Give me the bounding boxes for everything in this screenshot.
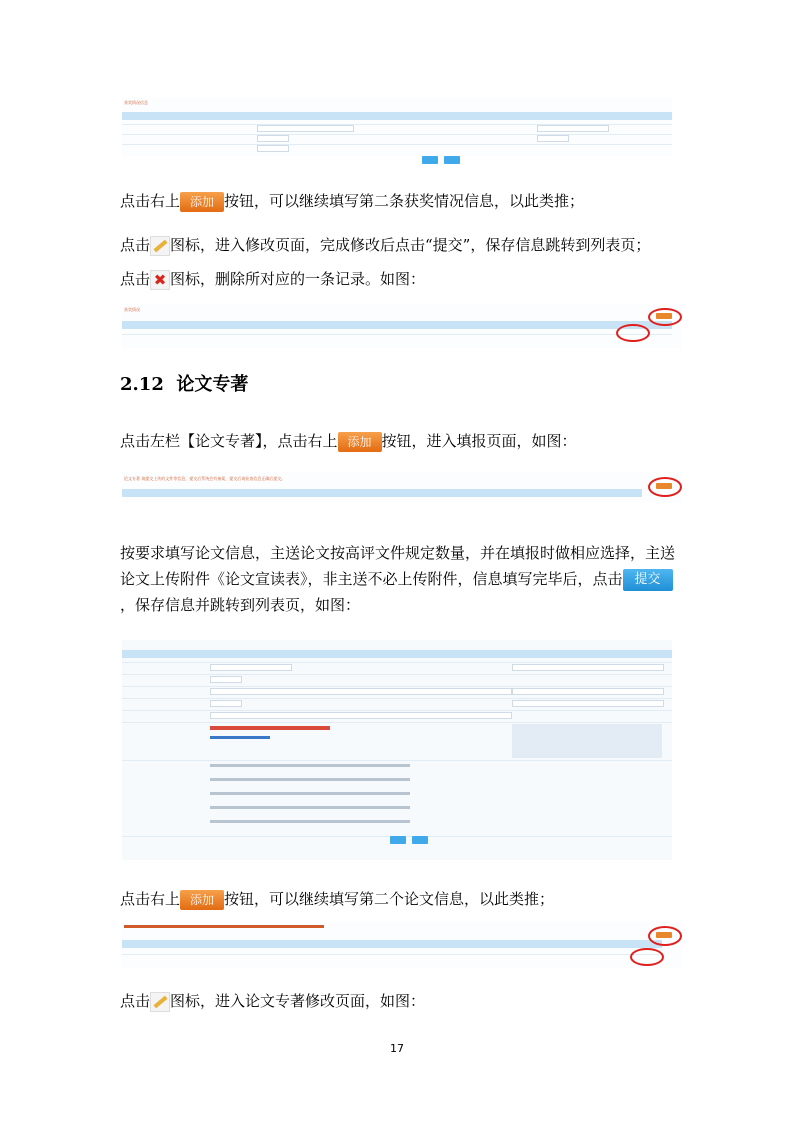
submit-button-image: 提交 [623, 569, 673, 591]
edit-pencil-icon [150, 992, 170, 1012]
delete-x-icon: ✖ [150, 270, 170, 290]
paragraph-open-paper-form: 点击左栏【论文专著】，点击右上 添加 按钮，进入填报页面，如图： [120, 432, 577, 450]
paragraph-add-award: 点击右上 添加 按钮，可以继续填写第二条获奖情况信息，以此类推； [120, 192, 585, 210]
add-button-image: 添加 [180, 192, 224, 212]
paragraph-fill-paper: 按要求填写论文信息，主送论文按高评文件规定数量，并在填报时做相应选择，主送论文上传附件《论文宣读表》，非主送不必上传附件，信息填写完毕后，点击 提交，保存信息并跳转到列表页，如图： [120, 544, 676, 614]
award-form-caption: 获奖情况信息 [124, 100, 148, 105]
paragraph-edit-award: 点击 图标，进入修改页面，完成修改后点击“提交”，保存信息跳转到列表页； [120, 236, 651, 254]
award-list-screenshot [122, 304, 682, 348]
add-button-image: 添加 [180, 890, 224, 910]
edit-pencil-icon [150, 236, 170, 256]
paragraph-edit-paper: 点击 图标，进入论文专著修改页面，如图： [120, 992, 426, 1010]
award-list-caption: 获奖情况 [124, 307, 140, 312]
paper-list-screenshot [122, 472, 682, 502]
award-form-screenshot [122, 98, 672, 156]
paper-form-screenshot [122, 640, 672, 860]
paragraph-delete-award: 点击 ✖ 图标，删除所对应的一条记录。如图： [120, 270, 426, 289]
section-heading: 2.12 论文专著 [120, 374, 249, 395]
paper-list-record-screenshot [122, 922, 682, 968]
paragraph-add-paper: 点击右上 添加 按钮，可以继续填写第二个论文信息，以此类推； [120, 890, 555, 908]
paper-list-caption: 论文专著 请提交上传的文件等信息，提交后系统会有备案，提交后请检查信息正确后提交。 [124, 476, 286, 481]
add-button-image: 添加 [338, 432, 382, 452]
page-number: 17 [390, 1042, 404, 1055]
